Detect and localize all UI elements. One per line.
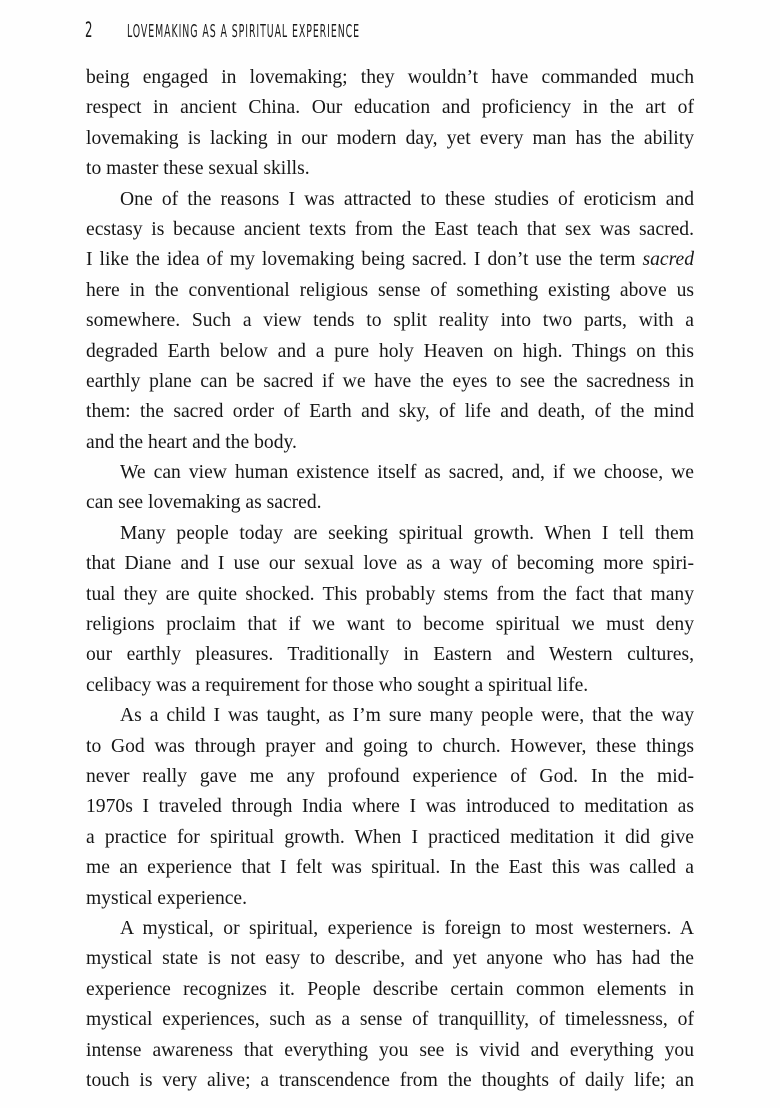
text-line: being engaged in lovemaking; they wouldn’t have commanded much xyxy=(86,67,694,88)
text-line: degraded Earth below and a pure holy Heaven on high. Things on this xyxy=(86,340,694,362)
text-line: mystical experiences, such as a sense of tranquillity, of timelessness, of xyxy=(86,1009,694,1031)
text-line: We can view human existence itself as sacred, and, if we choose, we xyxy=(120,462,694,484)
italic-term: sacred xyxy=(642,249,694,271)
text-line: One of the reasons I was attracted to these studies of eroticism and xyxy=(120,188,694,210)
paragraph xyxy=(86,185,694,459)
text-segment: I like the idea of my lovemaking being sacred. I don’t use the term xyxy=(86,249,636,271)
page-number: 2 xyxy=(85,18,93,42)
text-line: lovemaking is lacking in our modern day, yet every man has the ability xyxy=(86,127,694,149)
text-line: never really gave me any profound experience of God. In the mid- xyxy=(86,765,694,787)
text-line: somewhere. Such a view tends to split reality into two parts, with a xyxy=(86,310,694,332)
paragraph xyxy=(86,519,694,701)
text-line: can see lovemaking as sacred. xyxy=(86,492,322,514)
text-line: to God was through prayer and going to church. However, these things xyxy=(86,735,694,757)
text-line: As a child I was taught, as I’m sure many people were, that the way xyxy=(120,705,694,727)
text-line: Many people today are seeking spiritual growth. When I tell them xyxy=(120,522,694,544)
text-line: me an experience that I felt was spiritual. In the East this was called a xyxy=(86,857,694,879)
text-line: intense awareness that everything you see is vivid and everything you xyxy=(86,1039,694,1061)
chapter-running-title: LOVEMAKING AS A SPIRITUAL EXPERIENCE xyxy=(127,21,360,42)
text-line: touch is very alive; a transcendence from the thoughts of daily life; an xyxy=(86,1069,694,1091)
paragraph xyxy=(86,914,694,1096)
text-line: experience recognizes it. People describe certain common elements in xyxy=(86,978,694,1000)
text-line: mystical state is not easy to describe, and yet anyone who has had the xyxy=(86,948,694,970)
text-line: them: the sacred order of Earth and sky, of life and death, of the mind xyxy=(86,401,694,423)
text-line: that Diane and I use our sexual love as a way of becoming more spiri- xyxy=(86,553,694,575)
text-line: celibacy was a requirement for those who sought a spiritual life. xyxy=(86,674,589,696)
text-line: a practice for spiritual growth. When I practiced meditation it did give xyxy=(86,826,694,848)
text-line-with-italic xyxy=(86,245,694,275)
text-line: tual they are quite shocked. This probably stems from the fact that many xyxy=(86,583,694,605)
paragraph xyxy=(86,458,694,519)
running-head xyxy=(85,18,529,44)
body-text xyxy=(86,63,694,1096)
text-line: to master these sexual skills. xyxy=(86,158,310,180)
text-line: 1970s I traveled through India where I was introduced to meditation as xyxy=(86,796,694,818)
text-line: ecstasy is because ancient texts from the East teach that sex was sacred. xyxy=(86,218,694,240)
text-line: and the heart and the body. xyxy=(86,431,297,453)
text-line: earthly plane can be sacred if we have the eyes to see the sacredness in xyxy=(86,370,694,392)
paragraph xyxy=(86,701,694,914)
text-line: here in the conventional religious sense of something existing above us xyxy=(86,279,694,301)
text-line: religions proclaim that if we want to become spiritual we must deny xyxy=(86,614,694,636)
paragraph xyxy=(86,63,694,185)
text-line: our earthly pleasures. Traditionally in Eastern and Western cultures, xyxy=(86,644,694,666)
text-line: respect in ancient China. Our education and proficiency in the art of xyxy=(86,97,694,119)
text-line: mystical experience. xyxy=(86,887,248,909)
text-line: A mystical, or spiritual, experience is foreign to most westerners. A xyxy=(120,917,694,939)
